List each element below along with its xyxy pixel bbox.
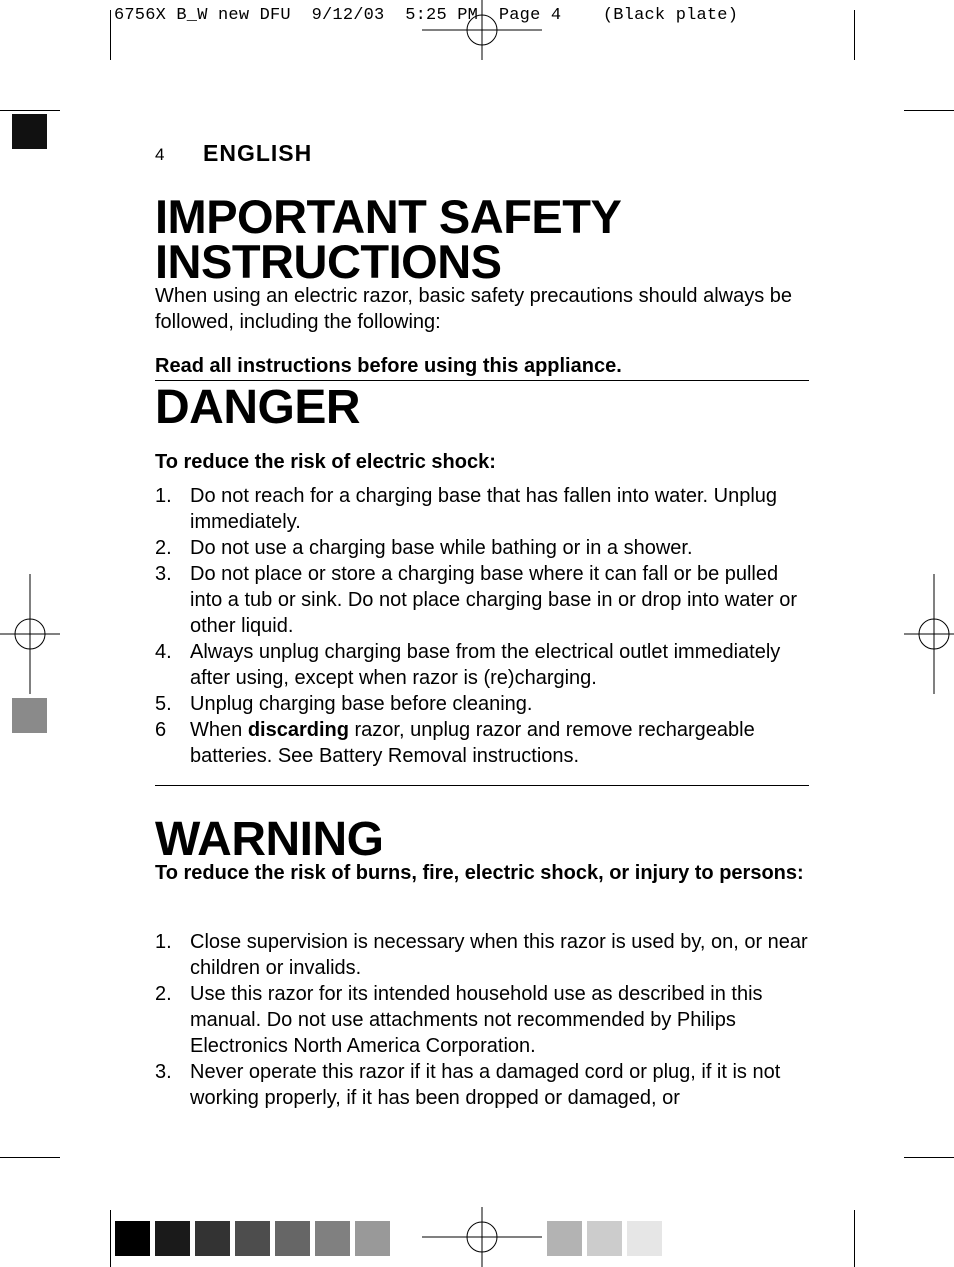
item-number: 2. [155,983,172,1005]
gray-swatch [195,1221,230,1256]
registration-mark-top [422,0,542,60]
crop-mark-left-upper [0,110,60,111]
gray-swatch [115,1221,150,1256]
warning-heading: WARNING [155,813,384,866]
danger-heading: DANGER [155,381,361,434]
list-item [155,1059,815,1111]
list-item [155,535,815,561]
printer-slug: 6756X B_W new DFU 9/12/03 5:25 PM Page 4 (Black plate) [114,6,739,25]
section-title: ENGLISH [203,140,313,166]
gray-swatch [315,1221,350,1256]
item-number: 2. [155,537,172,559]
gray-swatch [587,1221,622,1256]
gray-swatch [547,1221,582,1256]
list-item [155,639,815,691]
crop-mark-top-left [110,10,111,60]
crop-mark-right-lower [904,1157,954,1158]
item-text-bold: discarding [247,719,349,741]
color-swatch-black [12,114,47,149]
item-text-after: razor, unplug razor and remove rechargeable batteries. See Battery Removal instructions. [190,719,755,767]
item-number: 1. [155,485,172,507]
item-number: 6 [155,719,167,741]
registration-mark-right [904,574,954,694]
registration-mark-bottom [422,1207,542,1267]
item-number: 3. [155,563,172,585]
title-line: IMPORTANT SAFETY [155,190,622,243]
color-swatch-gray [12,698,47,733]
registration-mark-left [0,574,60,694]
gray-swatch [275,1221,310,1256]
item-text: Never operate this razor if it has a damaged cord or plug, if it is not working properly, if it has been dropped or damaged, or [190,1061,781,1109]
list-item [155,929,815,981]
gray-swatch [627,1221,662,1256]
list-item [155,691,815,717]
item-number: 5. [155,693,172,715]
crop-mark-left-lower [0,1157,60,1158]
item-text: Unplug charging base before cleaning. [190,693,533,715]
crop-mark-bottom-right [854,1210,855,1267]
gray-swatch [155,1221,190,1256]
item-text: Always unplug charging base from the electrical outlet immediately after using, except when razor is (re)charging. [190,641,781,689]
danger-subheading: To reduce the risk of electric shock: [155,451,496,473]
page-number: 4 [155,145,165,164]
danger-list [155,483,815,769]
list-item [155,717,815,769]
warning-subheading: To reduce the risk of burns, fire, electric shock, or injury to persons: [155,862,804,884]
item-number: 1. [155,931,172,953]
read-all-instructions: Read all instructions before using this appliance. [155,355,622,377]
warning-list [155,929,815,1111]
item-text: Do not use a charging base while bathing or in a shower. [190,537,693,559]
page-title [155,190,815,288]
crop-mark-right-upper [904,110,954,111]
list-item [155,981,815,1059]
item-text: Do not place or store a charging base where it can fall or be pulled into a tub or sink. Do not place charging base in or drop into water or other liquid. [190,563,798,637]
intro-paragraph: When using an electric razor, basic safety precautions should always be followed, including the following: [155,285,793,333]
item-text: Do not reach for a charging base that has fallen into water. Unplug immediately. [190,485,778,533]
crop-mark-top-right [854,10,855,60]
crop-mark-bottom-left [110,1210,111,1267]
gray-swatch [355,1221,390,1256]
item-text: Close supervision is necessary when this razor is used by, on, or near children or invalids. [190,931,808,979]
list-item [155,561,815,639]
gray-swatch [235,1221,270,1256]
title-line: INSTRUCTIONS [155,235,502,288]
item-number: 3. [155,1061,172,1083]
item-text-before: When [190,719,248,741]
list-item [155,483,815,535]
item-number: 4. [155,641,172,663]
divider [155,785,809,786]
item-text: Use this razor for its intended household use as described in this manual. Do not use attachments not recommended by Philips Electronics North America Corporation. [190,983,763,1057]
